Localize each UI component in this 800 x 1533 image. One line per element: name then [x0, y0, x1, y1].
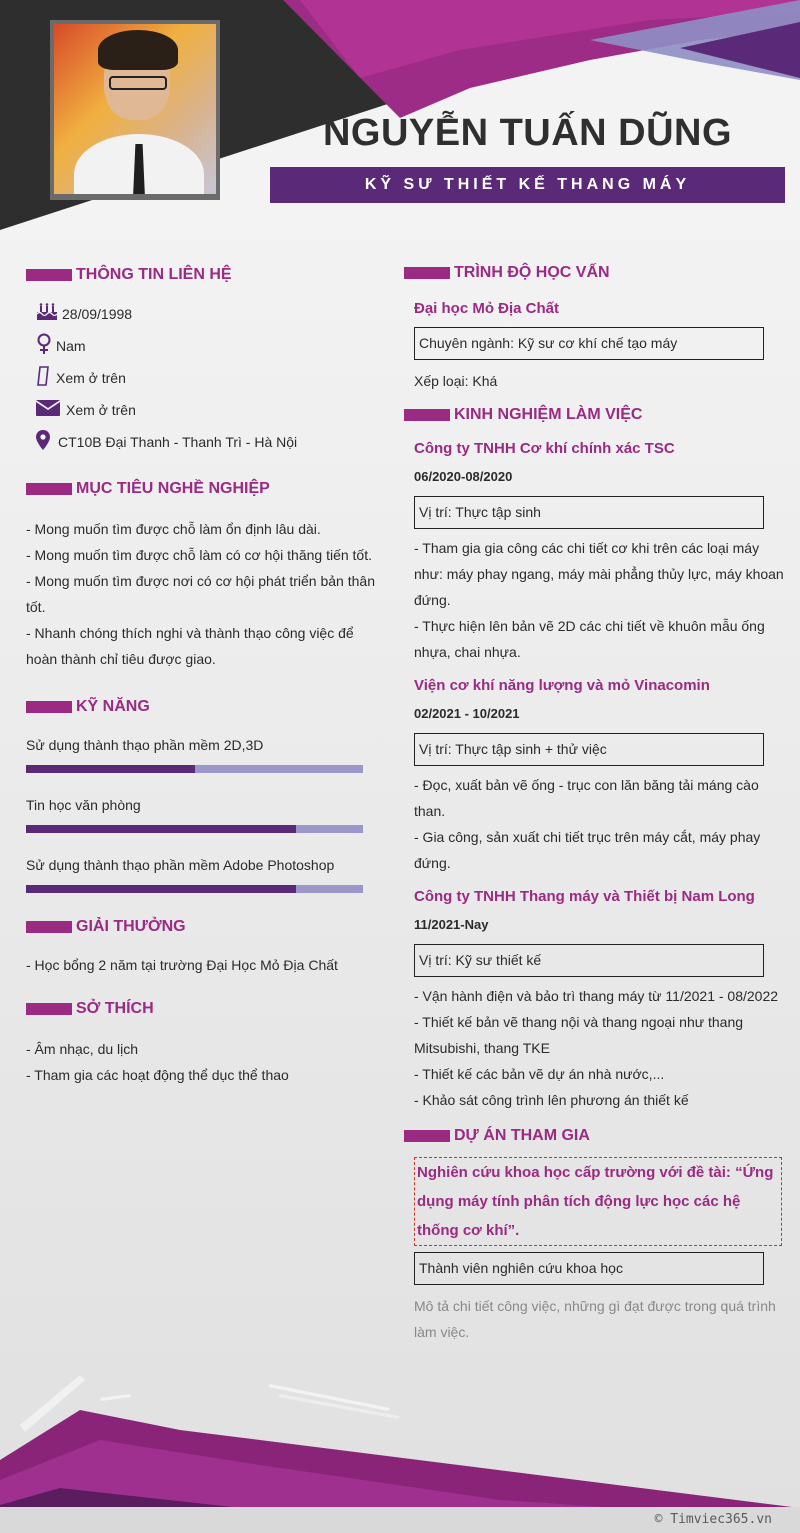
cv-header — [0, 0, 800, 240]
school-name: Đại học Mỏ Địa Chất — [414, 300, 560, 317]
footer-decoration — [0, 1370, 800, 1533]
profile-photo — [54, 24, 216, 194]
section-heading-skills: KỸ NĂNG — [26, 694, 381, 720]
section-heading-objective: MỤC TIÊU NGHỀ NGHIỆP — [26, 476, 381, 502]
job-description: - Tham gia gia công các chi tiết cơ khi trên các loại máy như: máy phay ngang, máy mài phẳng thủy lực, máy khoan đứng. - Thực hiện lên bản vẽ 2D các chi tiết về khuôn mẫu ống nhựa, chai nhựa. — [414, 540, 784, 660]
awards-text: - Học bổng 2 năm tại trường Đại Học Mỏ Địa Chất — [26, 957, 338, 973]
project-title: Nghiên cứu khoa học cấp trường với đề tài: “Ứng dụng máy tính phân tích động lực học các hệ thống cơ khí”. — [414, 1157, 782, 1246]
contact-value: CT10B Đại Thanh - Thanh Trì - Hà Nội — [58, 434, 298, 450]
phone-icon — [36, 366, 56, 391]
contact-value: 28/09/1998 — [62, 306, 133, 322]
birthday-cake-icon — [36, 303, 62, 326]
company-name: Viện cơ khí năng lượng và mỏ Vinacomin — [414, 677, 710, 694]
skill-level-bar — [26, 765, 363, 773]
job-title-banner — [270, 167, 785, 203]
section-heading-hobbies: SỞ THÍCH — [26, 996, 381, 1022]
section-heading-projects: DỰ ÁN THAM GIA — [404, 1123, 784, 1149]
education-grade: Xếp loại: Khá — [414, 373, 498, 389]
job-position: Vị trí: Kỹ sư thiết kế — [414, 944, 764, 977]
female-symbol-icon — [36, 333, 56, 360]
left-column — [26, 262, 381, 1088]
map-pin-icon — [36, 430, 58, 455]
profile-photo-frame — [50, 20, 220, 200]
contact-email — [36, 394, 381, 426]
job-dates: 02/2021 - 10/2021 — [414, 706, 520, 721]
skill-item: Sử dụng thành thạo phần mềm Adobe Photoshop — [26, 854, 381, 893]
skill-level-bar — [26, 825, 363, 833]
contact-phone — [36, 362, 381, 394]
job-position: Vị trí: Thực tập sinh — [414, 496, 764, 529]
contact-value: Nam — [56, 338, 86, 354]
job-dates: 11/2021-Nay — [414, 917, 489, 932]
education-major: Chuyên ngành: Kỹ sư cơ khí chế tạo máy — [414, 327, 764, 360]
job-description: - Vận hành điện và bảo trì thang máy từ 11/2021 - 08/2022 - Thiết kế bản vẽ thang nội và thang ngoại như thang Mitsubishi, thang TKE - Thiết kế các bản vẽ dự án nhà nước,... - Khảo sát công trình lên phương án thiết kế — [414, 988, 779, 1108]
hobbies-text: - Âm nhạc, du lịch - Tham gia các hoạt động thể dục thể thao — [26, 1041, 289, 1083]
contact-value[interactable]: Xem ở trên — [66, 402, 136, 418]
contact-birthday — [36, 298, 381, 330]
contact-gender — [36, 330, 381, 362]
contact-list — [36, 298, 381, 458]
contact-address — [36, 426, 381, 458]
objective-text: - Mong muốn tìm được chỗ làm ổn định lâu dài. - Mong muốn tìm được chỗ làm có cơ hội thăng tiến tốt. - Mong muốn tìm được nơi có cơ hội phát triển bản thân tốt. - Nhanh chóng thích nghi và thành thạo công việc để hoàn thành chỉ tiêu được giao. — [26, 521, 375, 667]
company-name: Công ty TNHH Cơ khí chính xác TSC — [414, 440, 675, 457]
contact-value[interactable]: Xem ở trên — [56, 370, 126, 386]
envelope-icon — [36, 400, 66, 421]
job-entry — [404, 677, 784, 876]
skill-level-bar — [26, 885, 363, 893]
job-entry — [404, 888, 784, 1113]
cv-footer — [0, 1370, 800, 1533]
candidate-name: NGUYỄN TUẤN DŨNG — [322, 112, 733, 154]
job-title: KỸ SƯ THIẾT KẾ THANG MÁY — [364, 176, 691, 193]
job-description: - Đọc, xuất bản vẽ ống - trục con lăn băng tải máng cào than. - Gia công, sản xuất chi tiết trục trên máy cắt, máy phay đứng. — [414, 777, 761, 871]
company-name: Công ty TNHH Thang máy và Thiết bị Nam Long — [414, 888, 755, 905]
job-dates: 06/2020-08/2020 — [414, 469, 513, 484]
section-heading-experience: KINH NGHIỆM LÀM VIỆC — [404, 402, 784, 428]
section-heading-contact: THÔNG TIN LIÊN HỆ — [26, 262, 381, 288]
project-description: Mô tả chi tiết công việc, những gì đạt được trong quá trình làm việc. — [414, 1298, 776, 1340]
job-entry — [404, 440, 784, 665]
section-heading-awards: GIẢI THƯỞNG — [26, 914, 381, 940]
skill-item: Tin học văn phòng — [26, 794, 381, 833]
job-position: Vị trí: Thực tập sinh + thử việc — [414, 733, 764, 766]
skills-list — [26, 734, 381, 893]
right-column — [404, 260, 784, 1345]
copyright-text[interactable]: © Timviec365.vn — [654, 1512, 772, 1527]
skill-item: Sử dụng thành thạo phần mềm 2D,3D — [26, 734, 381, 773]
project-role: Thành viên nghiên cứu khoa học — [414, 1252, 764, 1285]
section-heading-education: TRÌNH ĐỘ HỌC VẤN — [404, 260, 784, 286]
